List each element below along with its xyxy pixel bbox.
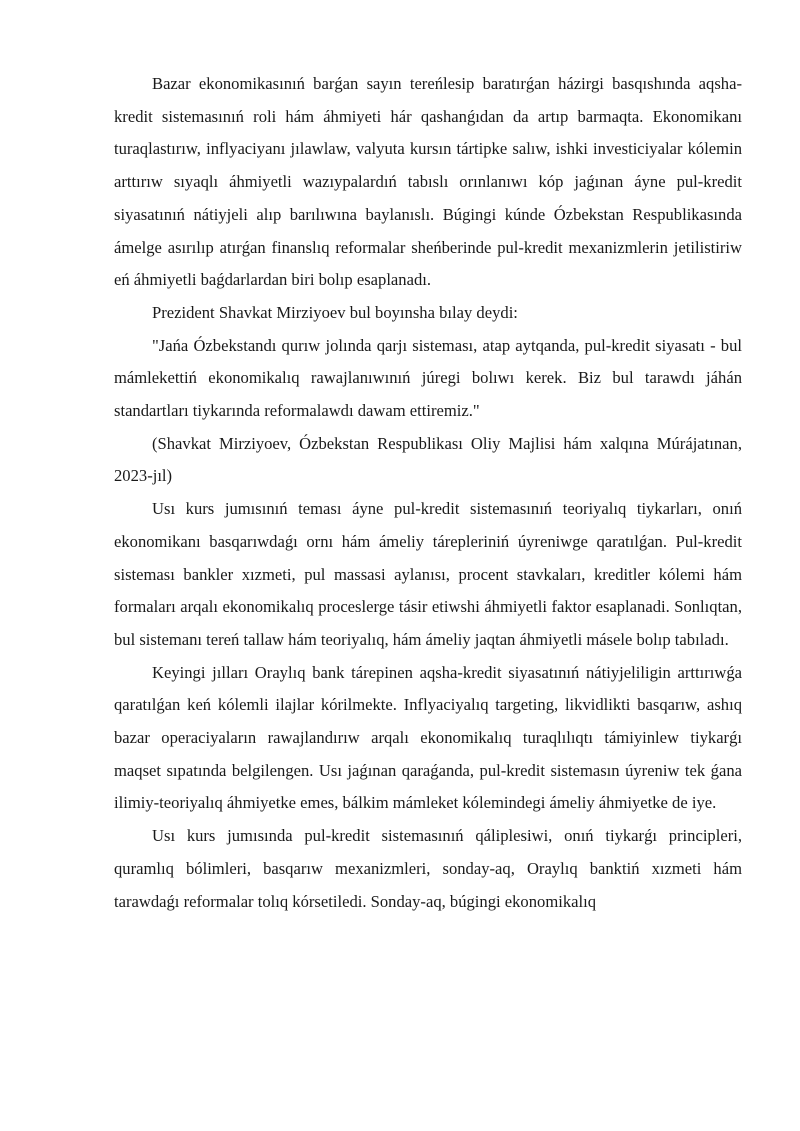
paragraph-central-bank: Keyingi jılları Oraylıq bank tárepinen aqsha-kredit siyasatınıń nátiyjeliligin arttırıwǵa qaratılǵan keń kólemli ilajlar kórilmekte. Inflyaciyalıq targeting, likvidlikti basqarıw, ashıq bazar operaciyaların rawajlandırıw arqalı ekonomikalıq turaqlılıqtı támiyinlew tiykarǵı maqset sıpatında belgilengen. Usı jaǵınan qaraǵanda, pul-kredit sistemasın úyreniw tek ǵana ilimiy-teoriyalıq áhmiyetke emes, bálkim mámleket kólemindegi ámeliy áhmiyetke de iye. xyxy=(114,662,742,813)
paragraph-president-intro: Prezident Shavkat Mirziyoev bul boyınsha bılay deydi: xyxy=(152,302,518,322)
document-page xyxy=(114,68,742,918)
paragraph-course-content: Usı kurs jumısında pul-kredit sistemasınıń qáliplesiwi, onıń tiykarǵı principleri, quramlıq bólimleri, basqarıw mexanizmleri, sonday-aq, Oraylıq banktiń xızmeti hám tarawdaǵı reformalar tolıq kórsetiledi. Sonday-aq, búgingi ekonomikalıq xyxy=(114,826,742,911)
paragraph-topic: Usı kurs jumısınıń teması áyne pul-kredit sistemasınıń teoriyalıq tiykarları, onıń ekonomikanı basqarıwdaǵı ornı hám ámeliy tárepleriniń úyreniwge qaratılǵan. Pul-kredit sisteması bankler xızmeti, pul massasi aylanısı, procent stavkaları, kreditler kólemi hám formaları arqalı ekonomikalıq proceslerge tásir etiwshi áhmiyetli faktor esaplanadi. Sonlıqtan, bul sistemanı tereń tallaw hám teoriyalıq, hám ámeliy jaqtan áhmiyetli másele bolıp tabıladı. xyxy=(114,499,742,649)
paragraph-intro: Bazar ekonomikasınıń barǵan sayın tereńlesip baratırǵan házirgi basqıshında aqsha-kredit sistemasınıń roli hám áhmiyeti hár qashanǵıdan da artıp barmaqta. Ekonomikanı turaqlastırıw, inflyaciyanı jılawlaw, valyuta kursın tártipke salıw, ishki investiciyalar kólemin arttırıw sıyaqlı áhmiyetli wazıypalardıń tabıslı orınlanıwı kóp jaǵınan áyne pul-kredit siyasatınıń nátiyjeli alıp barılıwına baylanıslı. Búgingi kúnde Ózbekstan Respublikasında ámelge asırılıp atırǵan finanslıq reformalar sheńberinde pul-kredit mexanizmlerin jetilistiriw eń áhmiyetli baǵdarlardan biri bolıp esaplanadı. xyxy=(114,74,742,290)
paragraph-quote-source: (Shavkat Mirziyoev, Ózbekstan Respublikası Oliy Majlisi hám xalqına Múrájatınan, 2023-jıl) xyxy=(114,433,742,486)
paragraph-quote: "Jańa Ózbekstandı qurıw jolında qarjı sisteması, atap aytqanda, pul-kredit siyasatı - bul mámlekettiń ekonomikalıq rawajlanıwınıń júregi bolıwı kerek. Biz bul tarawdı jáhán standartları tiykarında reformalawdı dawam ettiremiz." xyxy=(114,335,742,421)
